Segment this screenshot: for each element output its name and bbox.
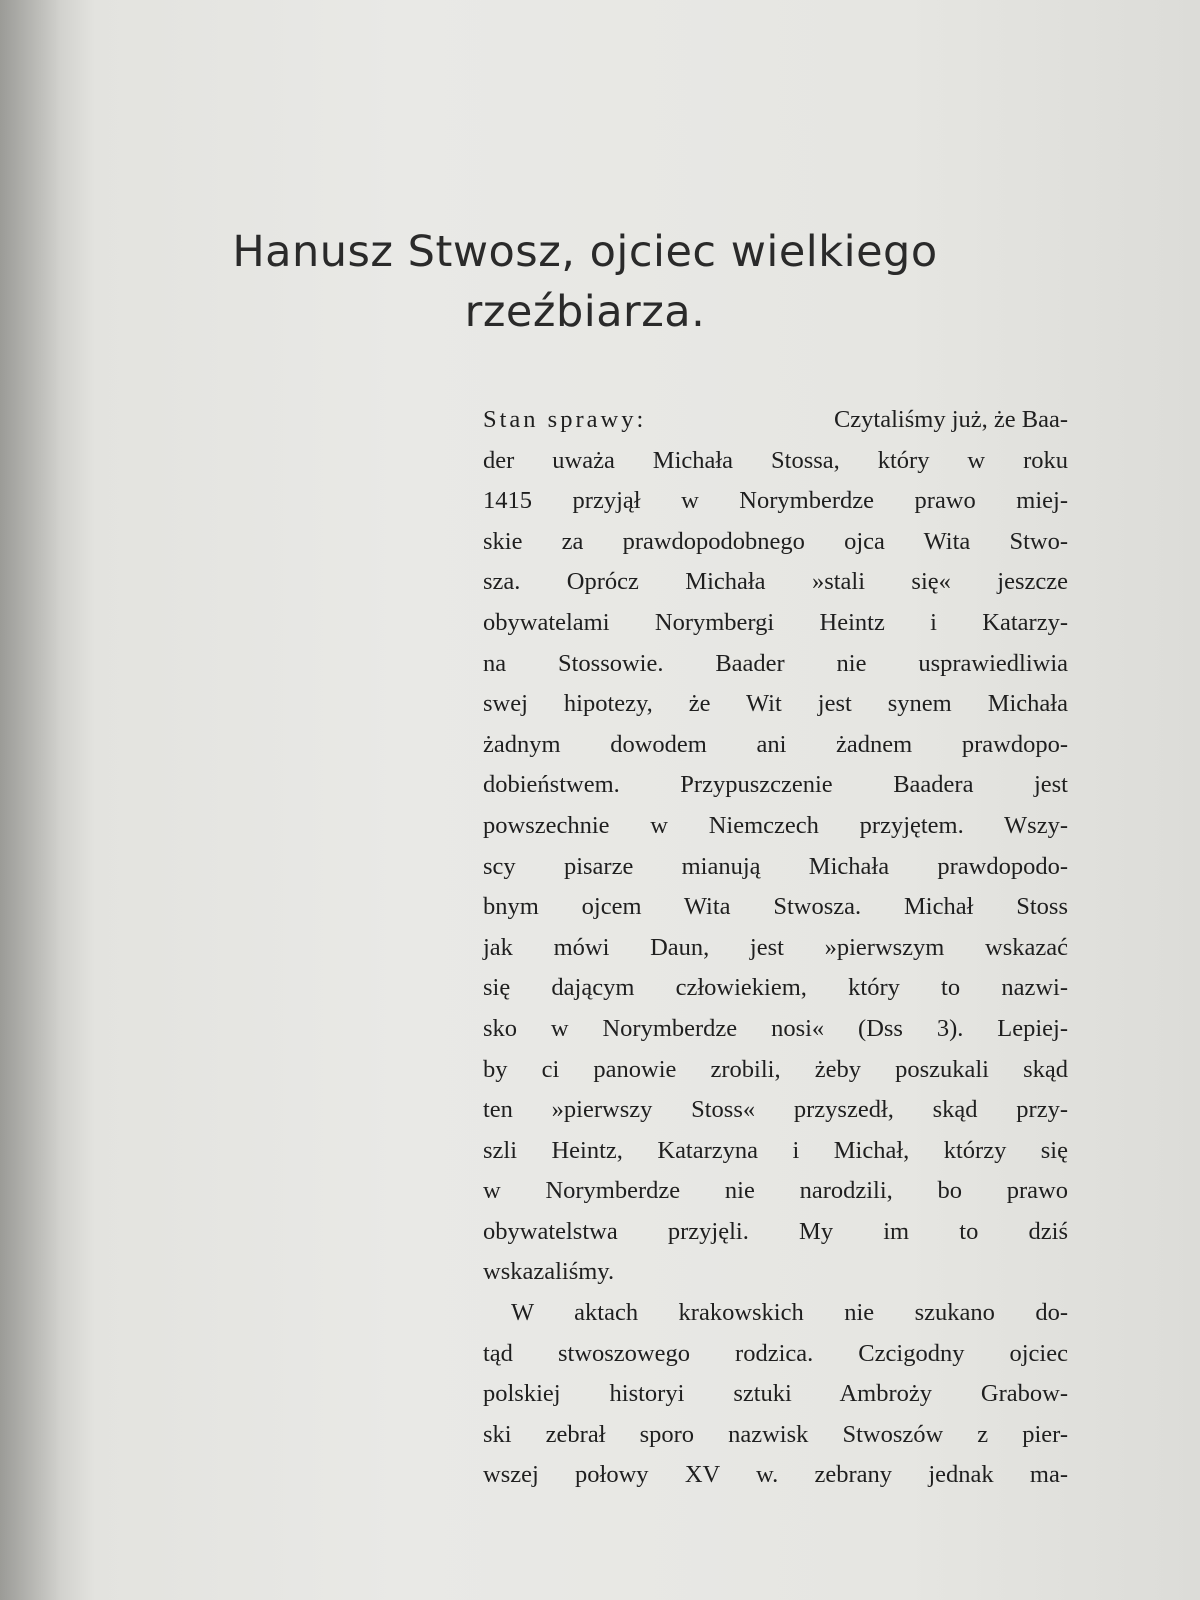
paragraph-1-line: by ci panowie zrobili, żeby poszukali skąd bbox=[483, 1055, 1068, 1083]
paragraph-1-line: ten »pierwszy Stoss« przyszedł, skąd przy- bbox=[483, 1096, 1068, 1124]
paragraph-1-first-line-rest: Czytaliśmy już, że Baa- bbox=[833, 406, 1068, 433]
paragraph-2-line: W aktach krakowskich nie szukano do- bbox=[511, 1299, 1068, 1327]
paragraph-1-line: w Norymberdze nie narodzili, bo prawo bbox=[483, 1177, 1068, 1205]
paragraph-1-line: scy pisarze mianują Michała prawdopodo- bbox=[483, 852, 1068, 880]
article-title-line-2: rzeźbiarza. bbox=[464, 287, 706, 337]
paragraph-1-line: der uważa Michała Stossa, który w roku bbox=[483, 446, 1068, 474]
paragraph-1-line: sza. Oprócz Michała »stali się« jeszcze bbox=[483, 568, 1068, 596]
paragraph-2-line: wszej połowy XV w. zebrany jednak ma- bbox=[483, 1461, 1068, 1489]
paragraph-2-line: ski zebrał sporo nazwisk Stwoszów z pier- bbox=[483, 1420, 1068, 1448]
page-gutter-shadow bbox=[0, 0, 60, 1600]
paragraph-1-line: żadnym dowodem ani żadnem prawdopo- bbox=[483, 730, 1068, 758]
paragraph-1-line: obywatelstwa przyjęli. My im to dziś bbox=[483, 1217, 1068, 1245]
paragraph-1-line: skie za prawdopodobnego ojca Wita Stwo- bbox=[483, 527, 1068, 555]
article-title-line-1: Hanusz Stwosz, ojciec wielkiego bbox=[232, 227, 938, 277]
paragraph-1-line: jak mówi Daun, jest »pierwszym wskazać bbox=[483, 933, 1068, 961]
paragraph-1-line: na Stossowie. Baader nie usprawiedliwia bbox=[483, 649, 1068, 677]
paragraph-1-line: obywatelami Norymbergi Heintz i Katarzy- bbox=[483, 608, 1068, 636]
paragraph-1-line: szli Heintz, Katarzyna i Michał, którzy się bbox=[483, 1136, 1068, 1164]
paragraph-1-last-line: wskazaliśmy. bbox=[483, 1258, 615, 1286]
paragraph-2-line: tąd stwoszowego rodzica. Czcigodny ojciec bbox=[483, 1339, 1068, 1367]
paragraph-1-line: powszechnie w Niemczech przyjętem. Wszy- bbox=[483, 811, 1068, 839]
paragraph-lead-in: Stan sprawy: bbox=[483, 406, 647, 433]
paragraph-1-line: swej hipotezy, że Wit jest synem Michała bbox=[483, 690, 1068, 718]
paragraph-1-line: dobieństwem. Przypuszczenie Baadera jest bbox=[483, 771, 1068, 799]
paragraph-1-line: się dającym człowiekiem, który to nazwi- bbox=[483, 974, 1068, 1002]
paragraph-1-line: sko w Norymberdze nosi« (Dss 3). Lepiej- bbox=[483, 1014, 1068, 1042]
paragraph-1-first-line bbox=[483, 400, 1068, 441]
article-body bbox=[483, 400, 1068, 1496]
article-title bbox=[120, 222, 1050, 342]
paragraph-2-line: polskiej historyi sztuki Ambroży Grabow- bbox=[483, 1380, 1068, 1408]
paragraph-1-line: 1415 przyjął w Norymberdze prawo miej- bbox=[483, 487, 1068, 515]
paragraph-1-line: bnym ojcem Wita Stwosza. Michał Stoss bbox=[483, 893, 1068, 921]
